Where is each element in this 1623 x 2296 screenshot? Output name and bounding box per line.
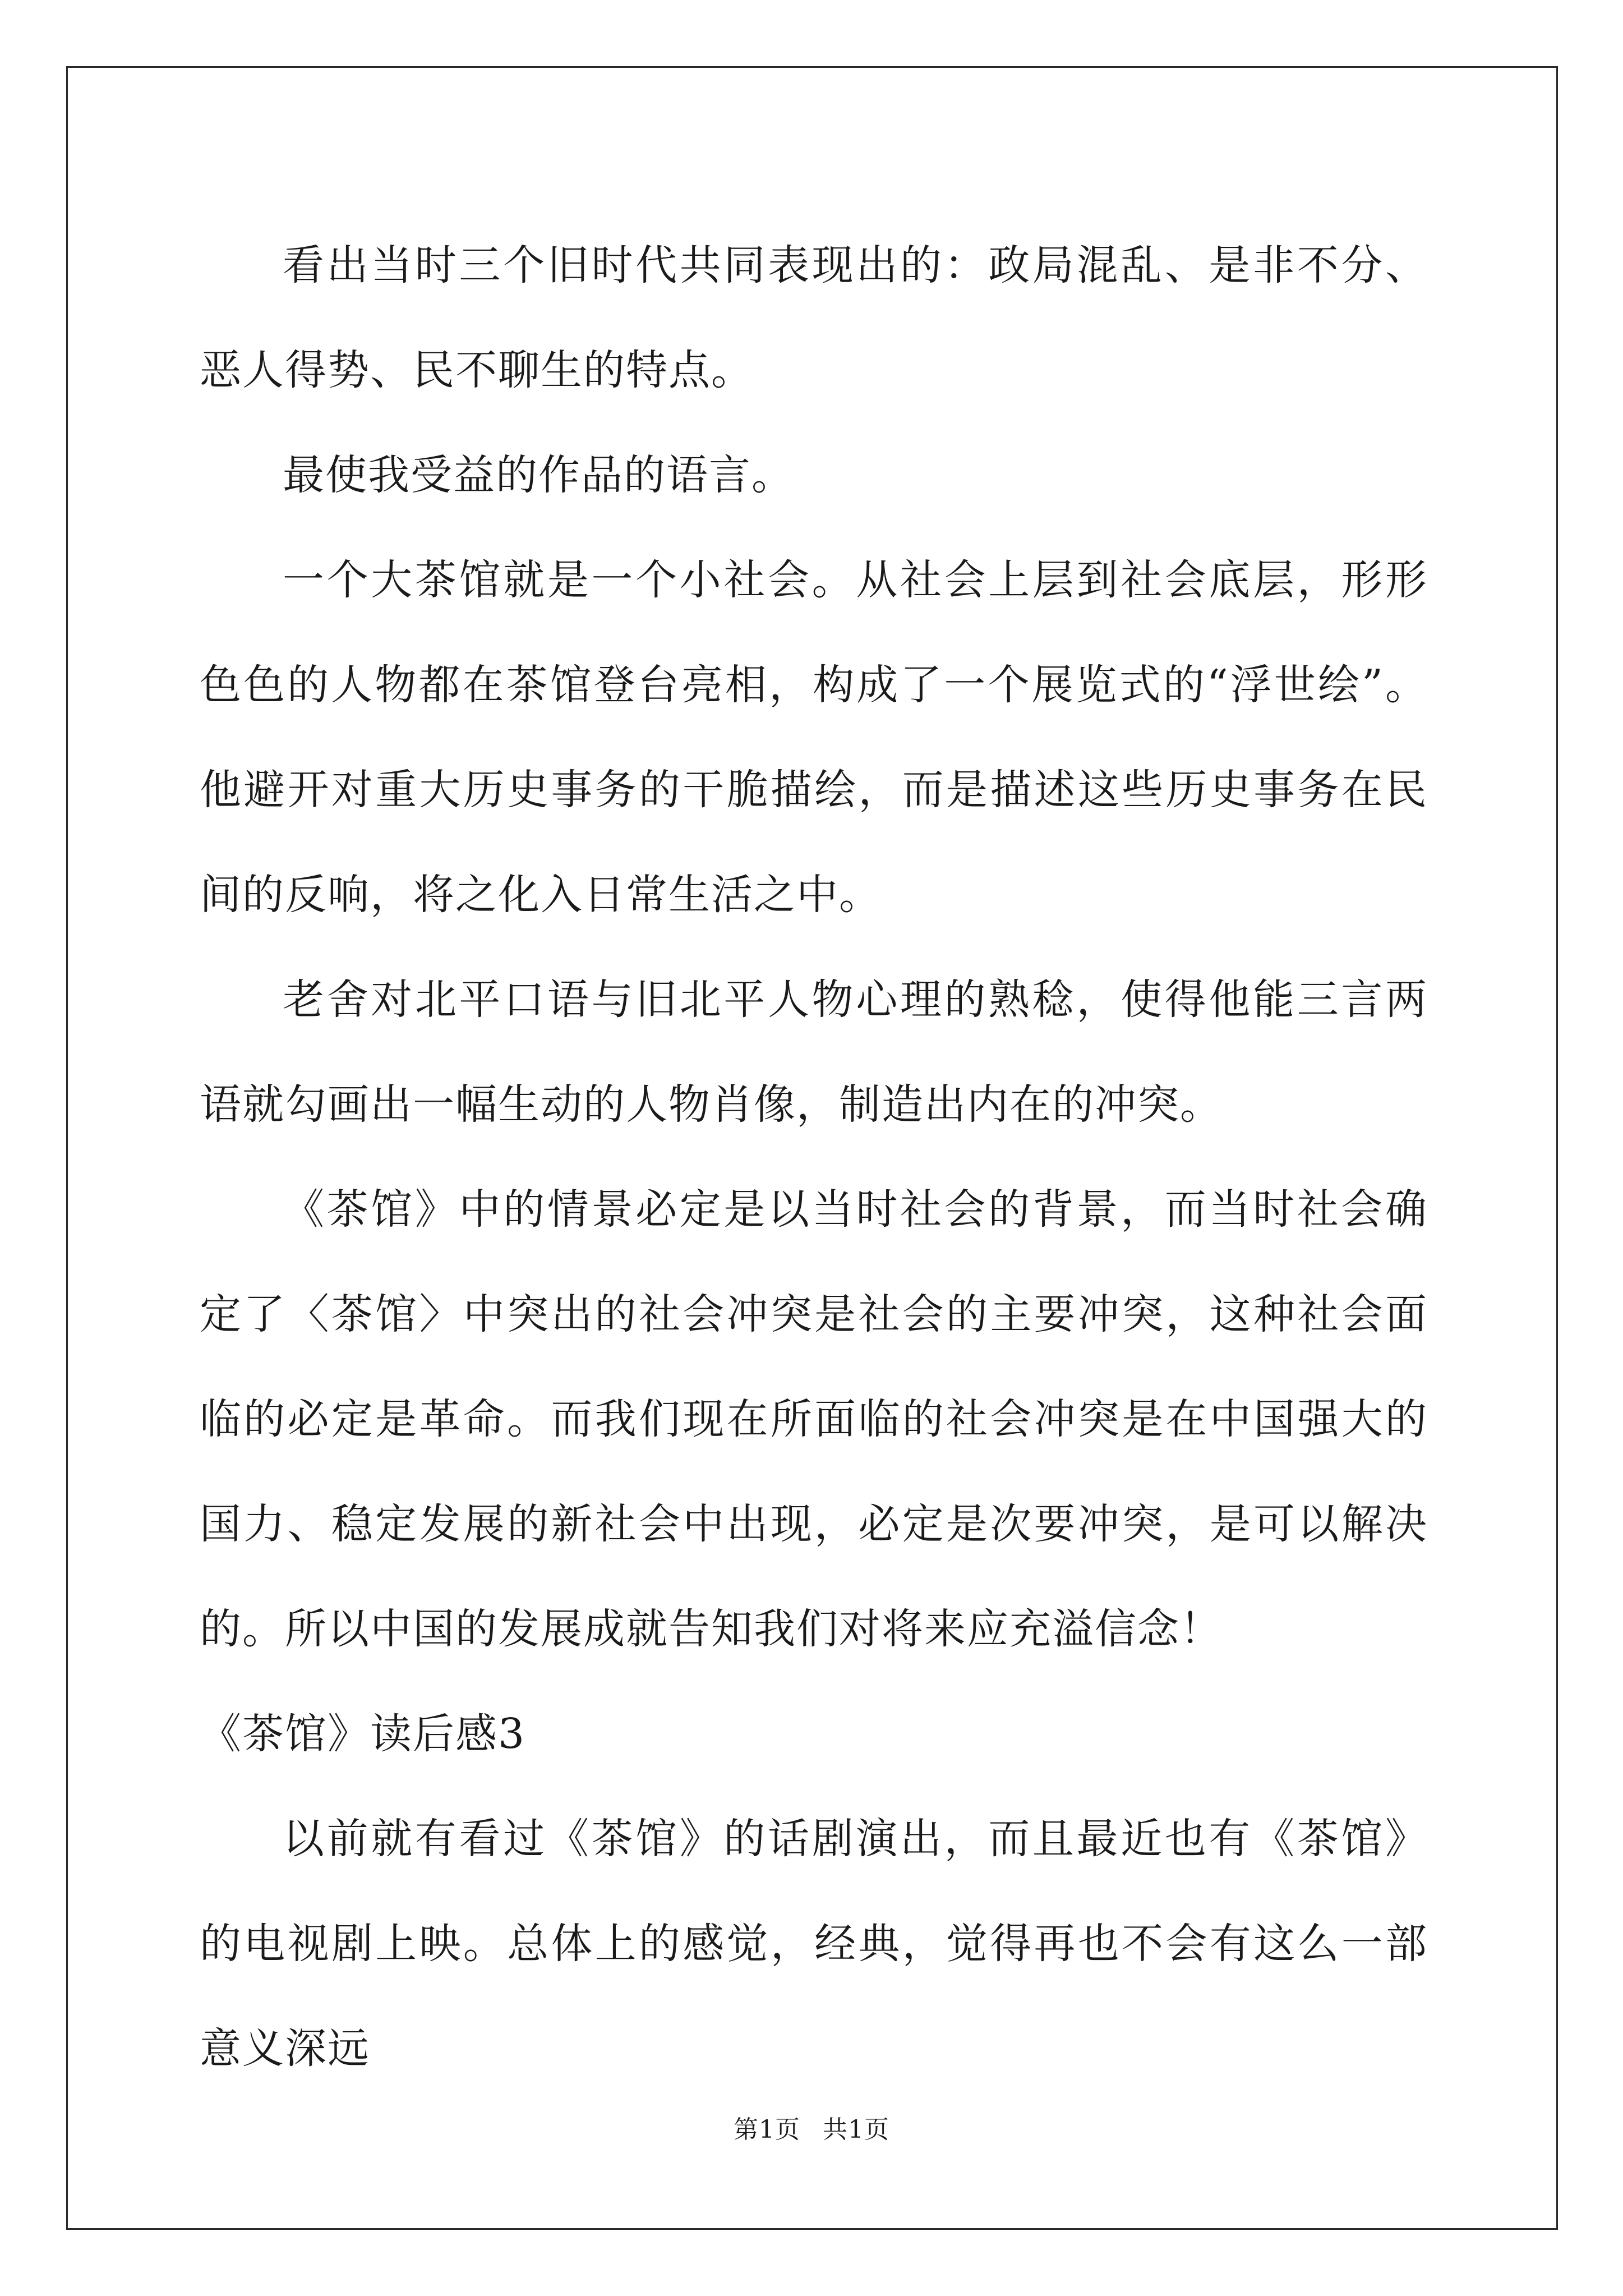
paragraph: 以前就有看过《茶馆》的话剧演出，而且最近也有《茶馆》的电视剧上映。总体上的感觉，经典，觉得再也不会有这么一部意义深远 — [200, 1815, 1428, 2073]
page-footer — [0, 2109, 1623, 2145]
paragraph: 看出当时三个旧时代共同表现出的：政局混乱、是非不分、恶人得势、民不聊生的特点。 — [200, 241, 1428, 394]
paragraph: 老舍对北平口语与旧北平人物心理的熟稔，使得他能三言两语就勾画出一幅生动的人物肖像，制造出内在的冲突。 — [200, 976, 1428, 1129]
paragraph: 最使我受益的作品的语言。 — [283, 451, 794, 499]
paragraph: 一个大茶馆就是一个小社会。从社会上层到社会底层，形形色色的人物都在茶馆登台亮相，构成了一个展览式的“浮世绘”。他避开对重大历史事务的干脆描绘，而是描述这些历史事务在民间的反响，将之化入日常生活之中。 — [200, 556, 1428, 919]
page-number: 第1页 — [734, 2115, 800, 2144]
paragraph: 《茶馆》中的情景必定是以当时社会的背景，而当时社会确定了〈茶馆〉中突出的社会冲突是社会的主要冲突，这种社会面临的必定是革命。而我们现在所面临的社会冲突是在中国强大的国力、稳定发展的新社会中出现，必定是次要冲突，是可以解决的。所以中国的发展成就告知我们对将来应充溢信念！ — [200, 1185, 1428, 1653]
document-body — [200, 213, 1428, 2101]
section-heading: 《茶馆》读后感3 — [200, 1710, 526, 1758]
page-total: 共1页 — [823, 2115, 889, 2144]
